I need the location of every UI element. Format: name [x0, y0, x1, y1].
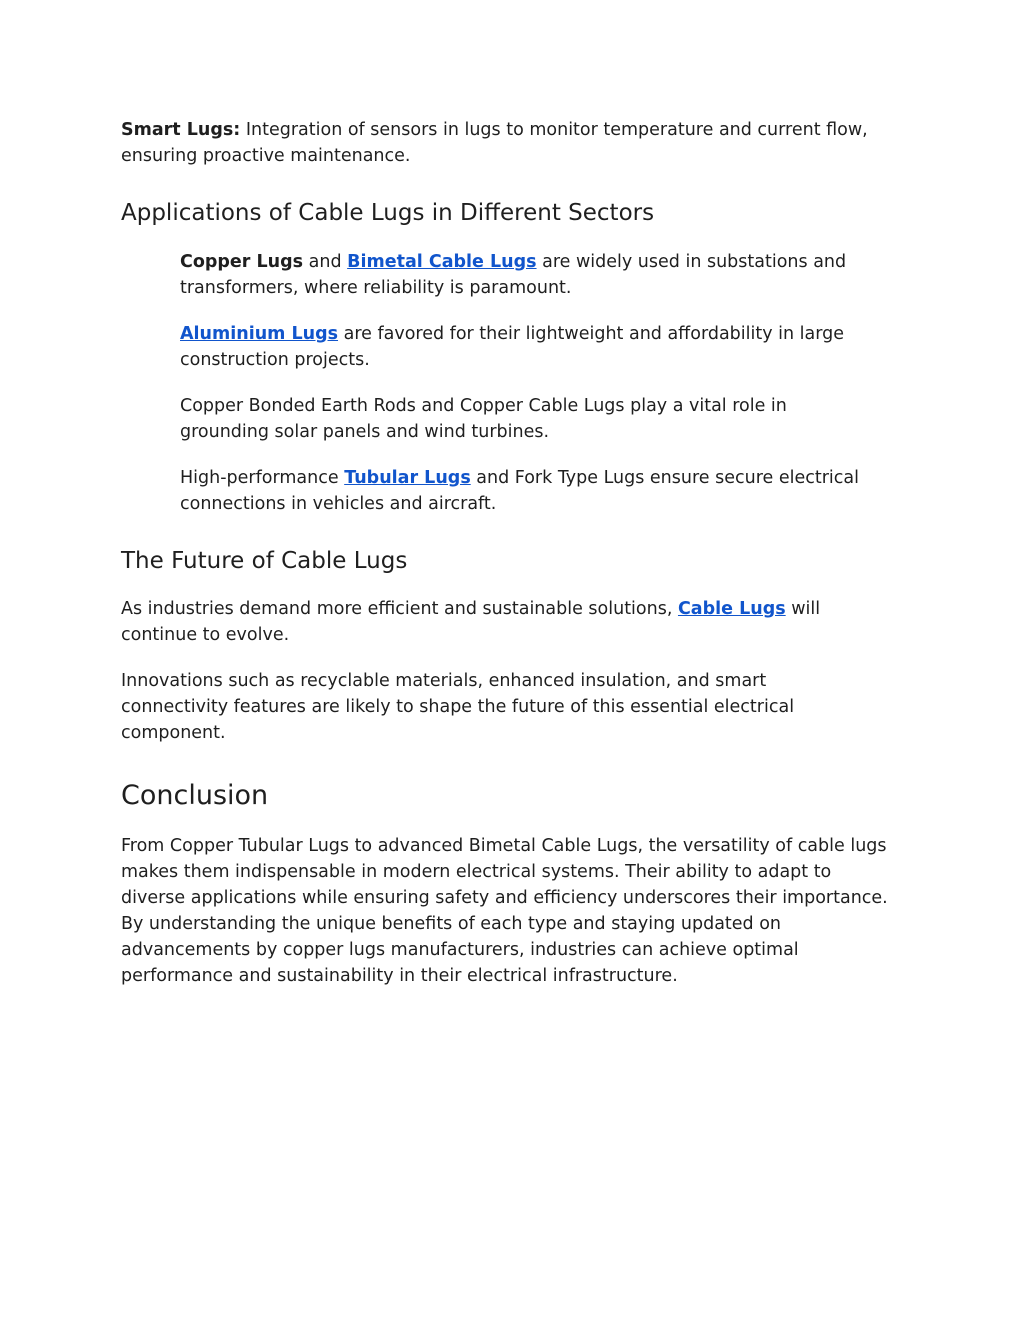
cable-lugs-link[interactable]: Cable Lugs [677, 599, 786, 619]
future-text: will continue to evolve. [121, 599, 821, 645]
aluminium-lugs-link[interactable]: Aluminium Lugs [180, 324, 339, 344]
application-item-text: High-performance [180, 468, 345, 488]
conclusion-paragraph: From Copper Tubular Lugs to advanced Bimetal Cable Lugs, the versatility of cable lugs makes them indispensable in modern electrical systems. Their ability to adapt to diverse applications while ensuring safety and efficiency underscores their importance. By understanding the unique benefits of each type and staying updated on advancements by copper lugs manufacturers, industries can achieve optimal performance and sustainability in their electrical infrastructure. [121, 836, 888, 986]
application-item-tubular [180, 465, 900, 517]
future-text: As industries demand more efficient and sustainable solutions, [121, 599, 678, 619]
applications-heading: Applications of Cable Lugs in Different Sectors [121, 200, 655, 226]
connector-text: and [303, 252, 348, 272]
application-item-text: are favored for their lightweight and affordability in large construction projects. [180, 324, 845, 370]
application-item-copper [180, 249, 892, 301]
future-paragraph-2: Innovations such as recyclable materials, enhanced insulation, and smart connectivity features are likely to shape the future of this essential electrical component. [121, 671, 795, 743]
tubular-lugs-link[interactable]: Tubular Lugs [344, 468, 471, 488]
smart-lugs-label: Smart Lugs: [121, 120, 241, 140]
future-paragraph-1 [121, 596, 861, 648]
application-item-text: are widely used in substations and transformers, where reliability is paramount. [180, 252, 847, 298]
future-heading: The Future of Cable Lugs [121, 548, 408, 574]
application-item-text: and Fork Type Lugs ensure secure electrical connections in vehicles and aircraft. [180, 468, 859, 514]
application-item-earth-rods: Copper Bonded Earth Rods and Copper Cable Lugs play a vital role in grounding solar panels and wind turbines. [180, 396, 787, 442]
application-item-aluminium [180, 321, 892, 373]
smart-lugs-paragraph [121, 117, 881, 169]
smart-lugs-text: Integration of sensors in lugs to monitor temperature and current flow, ensuring proactive maintenance. [121, 120, 868, 166]
conclusion-heading: Conclusion [121, 780, 269, 811]
copper-lugs-label: Copper Lugs [180, 252, 304, 272]
bimetal-cable-lugs-link[interactable]: Bimetal Cable Lugs [347, 252, 537, 272]
